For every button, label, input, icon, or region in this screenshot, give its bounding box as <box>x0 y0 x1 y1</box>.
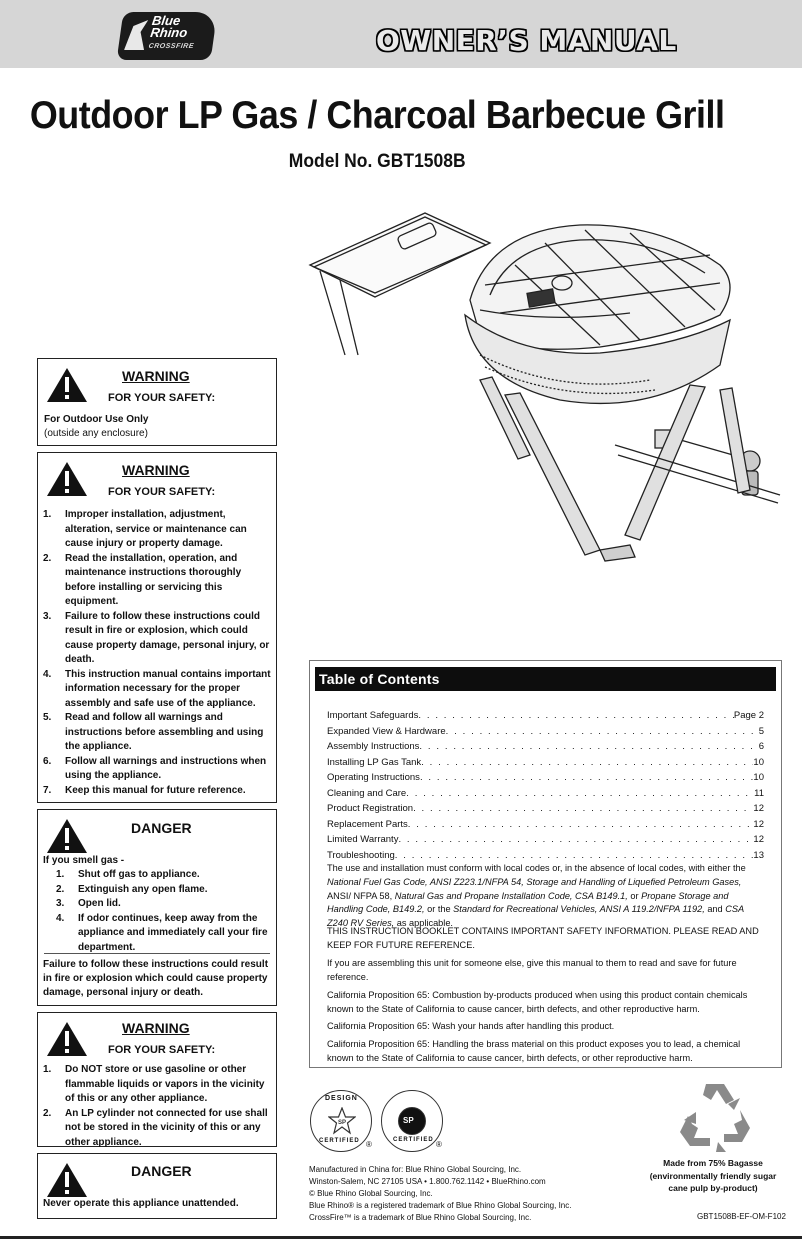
seal-text-certified: CERTIFIED <box>319 1138 360 1144</box>
logo-text-crossfire: CROSSFIRE <box>148 43 195 50</box>
star-icon <box>328 1107 356 1135</box>
svg-text:SP: SP <box>337 1120 347 1126</box>
warning-triangle-icon <box>46 1162 88 1198</box>
list-item: 1. Improper installation, adjustment, alteration, service or maintenance can cause injury or property damage. <box>43 509 247 549</box>
warning-subheading: FOR YOUR SAFETY: <box>108 1044 216 1056</box>
csa-text: SP <box>403 1116 414 1125</box>
prop65-combustion: California Proposition 65: Combustion by-products produced when using this product contain chemicals known to the State of California to cause cancer, birth defects, and other reproductive harm. <box>327 990 748 1014</box>
seal-text-design: DESIGN <box>325 1095 358 1102</box>
warning-heading: WARNING <box>122 462 190 478</box>
list-item: 4. If odor continues, keep away from the appliance and immediately call your fire department. <box>56 912 268 953</box>
toc-list <box>327 708 764 863</box>
warning-triangle-icon <box>46 818 88 854</box>
list-item: 1. Shut off gas to appliance. <box>56 869 200 880</box>
grill-illustration <box>300 205 800 570</box>
warning-triangle-icon <box>46 367 88 403</box>
certified-label: CERTIFIED <box>393 1137 434 1143</box>
registered-mark: ® <box>366 1140 372 1149</box>
danger-footer-text: Failure to follow these instructions could result in fire or explosion which could cause property damage, personal injury or death. <box>43 959 269 998</box>
list-item: 3. Open lid. <box>56 898 121 909</box>
trademark-line: CrossFire™ is a trademark of Blue Rhino Global Sourcing, Inc. <box>309 1213 532 1222</box>
rhino-icon <box>124 20 148 50</box>
toc-entry[interactable]: Expanded View & Hardware . . . 5 <box>327 724 764 740</box>
toc-entry[interactable]: Limited Warranty . . . 12 <box>327 832 764 848</box>
design-certified-seal <box>310 1090 372 1152</box>
toc-entry[interactable]: Assembly Instructions . . . 6 <box>327 739 764 755</box>
list-item: 2. Extinguish any open flame. <box>56 883 208 895</box>
warning-triangle-icon <box>46 1021 88 1057</box>
list-item: 1. Do NOT store or use gasoline or other flammable liquids or vapors in the vicinity of this or any other appliance. <box>43 1064 265 1104</box>
table-of-contents <box>309 660 782 1068</box>
warning-subheading: FOR YOUR SAFETY: <box>108 486 216 498</box>
codes-paragraph: The use and installation must conform with local codes or, in the absence of local codes, with either the National Fuel Gas Code, ANSI Z223.1/NFPA 54, Storage and Handling of Liquefied Petroleum Gases, ANSI/ NFPA 58, Natural Gas and Propane Installation Code, CSA B149.1, or Propane Storage and Handling Code, B149.2, or the Standard for Recreational Vehicles, ANSI A 119.2/NFPA 1192, and CSA Z240 RV Series, as applicable. <box>327 863 746 929</box>
toc-header <box>315 667 776 691</box>
list-item: 3. Failure to follow these instructions could result in fire or explosion, which could cause property damage, personal injury, or death. <box>43 610 270 665</box>
bagasse-note <box>640 1157 786 1195</box>
list-item: 4. This instruction manual contains important information necessary for the proper assembly and safe use of the appliance. <box>43 668 271 709</box>
registered-mark: ® <box>436 1140 442 1149</box>
page-title: Outdoor LP Gas / Charcoal Barbecue Grill <box>29 94 725 137</box>
assembling-notice: If you are assembling this unit for someone else, give this manual to them to read and save for future reference. <box>327 958 737 982</box>
list-item: 7. Keep this manual for future reference. <box>43 784 246 796</box>
trademark-line: Blue Rhino® is a registered trademark of Blue Rhino Global Sourcing, Inc. <box>309 1201 572 1210</box>
copyright-line: © Blue Rhino Global Sourcing, Inc. <box>309 1189 433 1198</box>
list-item: 2. Read the installation, operation, and maintenance instructions thoroughly before installing or servicing this equipment. <box>43 552 242 607</box>
warning-box-safety <box>37 452 277 803</box>
blue-rhino-logo <box>117 12 218 60</box>
prop65-brass: California Proposition 65: Handling the brass material on this product exposes you to lead, a chemical known to the State of California to cause cancer, birth defects, or other reproductive harm. <box>327 1039 741 1063</box>
toc-entry[interactable]: Product Registration . . . 12 <box>327 801 764 817</box>
recycle-icon <box>676 1080 756 1158</box>
danger-heading: DANGER <box>131 820 192 836</box>
unattended-text: Never operate this appliance unattended. <box>43 1198 239 1209</box>
list-item: 6. Follow all warnings and instructions when using the appliance. <box>43 755 267 781</box>
address-line: Winston-Salem, NC 27105 USA • 1.800.762.1142 • BlueRhino.com <box>309 1177 546 1186</box>
csa-certified-seal <box>381 1090 443 1152</box>
prop65-wash-hands: California Proposition 65: Wash your hands after handling this product. <box>327 1021 615 1031</box>
manufacturer-line: Manufactured in China for: Blue Rhino Global Sourcing, Inc. <box>309 1165 522 1174</box>
toc-entry[interactable]: Troubleshooting . . . 13 <box>327 848 764 864</box>
warning-heading: WARNING <box>122 368 190 384</box>
manufacturer-info <box>309 1164 609 1224</box>
outdoor-use-text: For Outdoor Use Only <box>44 414 149 425</box>
list-item: 5. Read and follow all warnings and instructions before assembling and using the appliance. <box>43 712 264 752</box>
toc-entry[interactable]: Replacement Parts . . . 12 <box>327 817 764 833</box>
bagasse-line: cane pulp by-product) <box>668 1183 758 1193</box>
owners-manual-title: OWNER’S MANUAL <box>376 24 677 57</box>
toc-title: Table of Contents <box>319 671 440 687</box>
warning-box-outdoor <box>37 358 277 446</box>
warning-subheading: FOR YOUR SAFETY: <box>108 392 216 404</box>
document-code: GBT1508B-EF-OM-F102 <box>697 1212 786 1221</box>
csa-logo-icon <box>398 1107 426 1135</box>
outside-enclosure-text: (outside any enclosure) <box>44 428 148 439</box>
toc-entry[interactable]: Installing LP Gas Tank . . . 10 <box>327 755 764 771</box>
danger-box-unattended <box>37 1153 277 1219</box>
safety-list <box>43 508 273 798</box>
bagasse-line: Made from 75% Bagasse <box>663 1158 763 1168</box>
danger-box-gas <box>37 809 277 1006</box>
bagasse-line: (environmentally friendly sugar <box>649 1170 777 1181</box>
list-item: 2. An LP cylinder not connected for use shall not be stored in the vicinity of this or any other appliance. <box>43 1107 268 1148</box>
warning-box-flammables <box>37 1012 277 1147</box>
logo-text-rhino: Rhino <box>149 25 189 40</box>
model-number: Model No. GBT1508B <box>288 151 466 172</box>
logo-text-blue: Blue <box>151 13 182 28</box>
toc-entry[interactable]: Cleaning and Care . . . 11 <box>327 786 764 802</box>
gas-steps-list <box>56 868 270 955</box>
toc-entry[interactable]: Important Safeguards . . . Page 2 <box>327 708 764 724</box>
flammables-list <box>43 1063 273 1150</box>
warning-heading: WARNING <box>122 1020 190 1036</box>
booklet-notice: THIS INSTRUCTION BOOKLET CONTAINS IMPORTANT SAFETY INFORMATION. PLEASE READ AND KEEP FOR FUTURE REFERENCE. <box>327 926 759 950</box>
warning-triangle-icon <box>46 461 88 497</box>
smell-gas-text: If you smell gas - <box>43 855 125 866</box>
danger-heading: DANGER <box>131 1163 192 1179</box>
divider <box>44 953 270 954</box>
toc-entry[interactable]: Operating Instructions . . . 10 <box>327 770 764 786</box>
